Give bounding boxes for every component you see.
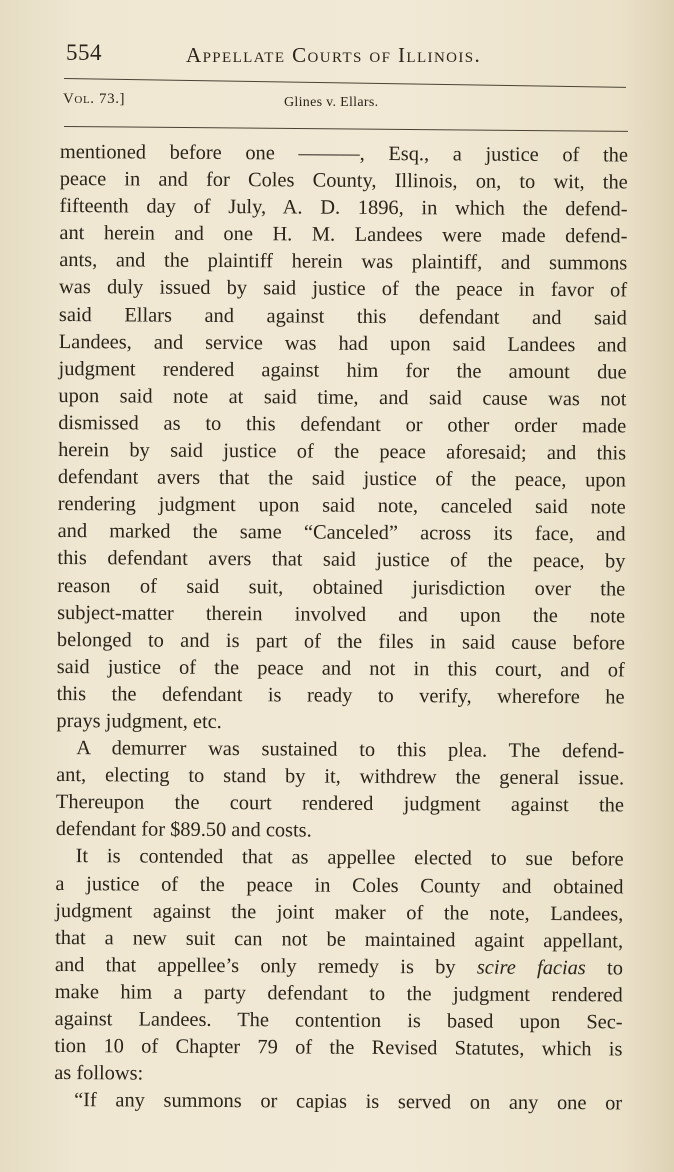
text-line: A demurrer was sustained to this plea. The defend- <box>76 737 625 763</box>
text-line-with-italic <box>55 952 623 983</box>
text-line: tion 10 of Chapter 79 of the Revised Statutes, which is <box>54 1035 623 1061</box>
text-line: make him a party defendant to the judgment rendered <box>54 980 623 1007</box>
case-title: Glines v. Ellars. <box>284 95 379 110</box>
text-line: a justice of the peace in Coles County and obtained <box>55 872 624 898</box>
text-line: fifteenth day of July, A. D. 1896, in which the defend- <box>59 195 628 221</box>
text-segment: to <box>607 957 624 980</box>
text-line: said justice of the peace and not in this court, and of <box>56 655 625 682</box>
text-segment: and that appellee’s only remedy is by <box>54 953 456 979</box>
text-line: “If any summons or capias is served on any one or <box>74 1089 623 1115</box>
text-line: herein by said justice of the peace aforesaid; and this <box>58 439 627 465</box>
body-text <box>54 139 628 1118</box>
text-line: Landees, and service was had upon said Landees and <box>58 330 627 357</box>
text-line: Thereupon the court rendered judgment against the <box>55 791 625 817</box>
text-line: said Ellars and against this defendant and said <box>58 303 627 330</box>
text-line: It is contended that as appellee elected to sue before <box>75 845 624 871</box>
text-line: ant, electing to stand by it, withdrew the general issue. <box>56 764 625 790</box>
text-line: judgment against the joint maker of the note, Landees, <box>55 899 624 926</box>
text-line: and marked the same “Canceled” across its face, and <box>57 520 626 546</box>
text-line: defendant for $89.50 and costs. <box>55 818 312 842</box>
text-line: ants, and the plaintiff herein was plaintiff, and summons <box>59 249 628 275</box>
italic-phrase: scire facias <box>476 956 586 980</box>
text-line: rendering judgment upon said note, canceled said note <box>57 493 626 519</box>
text-line: was duly issued by said justice of the peace in favor of <box>59 276 628 302</box>
text-line: against Landees. The contention is based upon Sec- <box>54 1007 623 1034</box>
page-number: 554 <box>66 40 102 65</box>
text-line: peace in and for Coles County, Illinois, on, to wit, the <box>59 168 628 194</box>
text-line: subject-matter therein involved and upon the note <box>57 601 626 628</box>
header-rule-bottom <box>64 126 628 132</box>
volume-label: Vol. 73.] <box>63 91 126 107</box>
text-line: mentioned before one ———, Esq., a justice of the <box>59 140 628 167</box>
text-line: ant herein and one H. M. Landees were made defend- <box>59 222 628 248</box>
text-line: reason of said suit, obtained jurisdiction over the <box>57 574 626 600</box>
header-rule-top <box>64 78 626 88</box>
text-line: belonged to and is part of the files in said cause before <box>56 628 625 655</box>
text-line: as follows: <box>54 1062 144 1085</box>
text-line: upon said note at said time, and said cause was not <box>58 384 627 411</box>
text-line: that a new suit can not be maintained againt appellant, <box>55 926 624 953</box>
running-title: Appellate Courts of Illinois. <box>186 43 482 67</box>
text-line: defendant avers that the said justice of the peace, upon <box>57 466 626 492</box>
text-line: this defendant avers that said justice of the peace, by <box>57 547 626 573</box>
text-line: prays judgment, etc. <box>56 709 222 733</box>
text-line: judgment rendered against him for the amount due <box>58 357 627 384</box>
text-line: dismissed as to this defendant or other order made <box>58 411 627 438</box>
text-line: this the defendant is ready to verify, wherefore he <box>56 682 625 709</box>
